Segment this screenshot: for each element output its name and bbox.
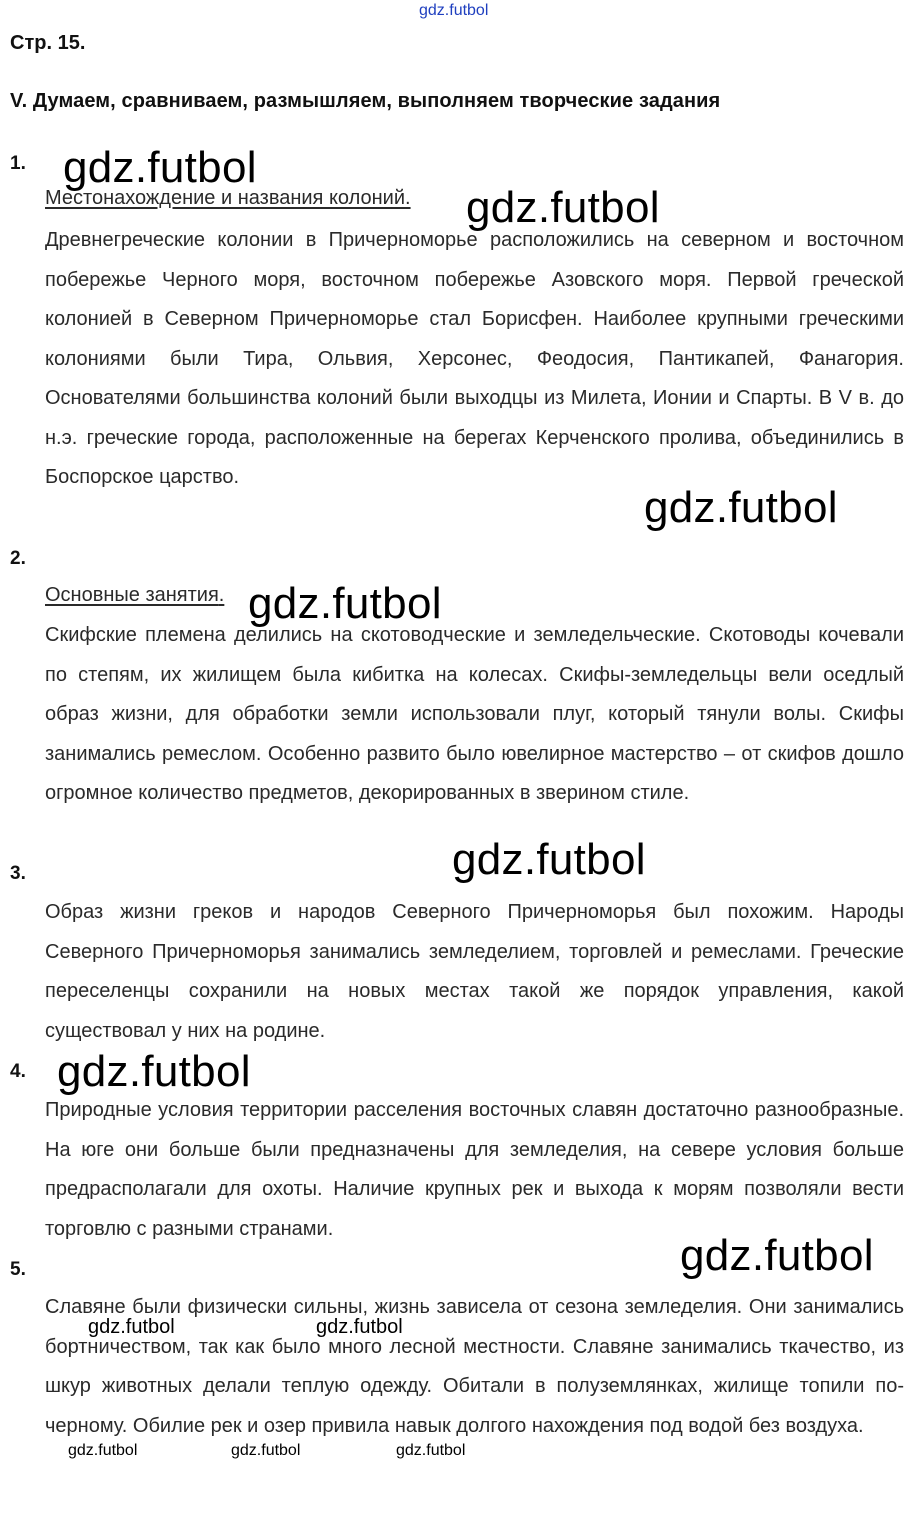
item-number-2: 2. <box>10 548 26 569</box>
watermark-small: gdz.futbol <box>88 1316 175 1338</box>
watermark: gdz.futbol <box>644 483 838 532</box>
item-subtitle-2: Основные занятия. <box>45 584 225 606</box>
watermark: gdz.futbol <box>63 143 257 192</box>
watermark-small: gdz.futbol <box>68 1442 138 1459</box>
watermark-top: gdz.futbol <box>419 2 489 19</box>
item-number-5: 5. <box>10 1259 26 1280</box>
item-number-1: 1. <box>10 153 26 174</box>
page-number: Стр. 15. <box>10 32 86 54</box>
watermark-small: gdz.futbol <box>396 1442 466 1459</box>
watermark: gdz.futbol <box>452 835 646 884</box>
item-number-3: 3. <box>10 863 26 884</box>
item-text-1: Древнегреческие колонии в Причерноморье расположились на северном и восточном побережье Черного моря, восточном побережье Азовского моря. Первой греческой колонией в Северном Причерноморье стал Борисфен. Наиболее крупными греческими колониями были Тира, Ольвия, Херсонес, Феодосия, Пантикапей, Фанагория. Основателями большинства колоний были выходцы из Милета, Ионии и Спарты. В V в. до н.э. греческие города, расположенные на берегах Керченского пролива, объединились в Боспорское царство. <box>45 229 904 488</box>
item-text-4: Природные условия территории расселения восточных славян достаточно разнообразные. На юге они больше были предназначены для земледелия, на севере условия больше предрасполагали для охоты. Наличие крупных рек и выхода к морям позволяли вести торговлю с разными странами. <box>45 1099 904 1240</box>
watermark-small: gdz.futbol <box>316 1316 403 1338</box>
watermark: gdz.futbol <box>466 183 660 232</box>
watermark-small: gdz.futbol <box>231 1442 301 1459</box>
item-number-4: 4. <box>10 1061 26 1082</box>
section-title: V. Думаем, сравниваем, размышляем, выполняем творческие задания <box>10 90 721 112</box>
watermark: gdz.futbol <box>680 1231 874 1280</box>
item-subtitle-1: Местонахождение и названия колоний. <box>45 187 411 209</box>
item-text-5: Славяне были физически сильны, жизнь зависела от сезона земледелия. Они занимались бортничеством, так как было много лесной местности. Славяне занимались ткачество, из шкур животных делали теплую одежду. Обитали в полуземлянках, жилище топили по-черному. Обилие рек и озер привила навык долгого нахождения под водой без воздуха. <box>45 1296 904 1437</box>
watermark: gdz.futbol <box>248 579 442 628</box>
watermark: gdz.futbol <box>57 1047 251 1096</box>
item-text-2: Скифские племена делились на скотоводческие и земледельческие. Скотоводы кочевали по степям, их жилищем была кибитка на колесах. Скифы-земледельцы вели оседлый образ жизни, для обработки земли использовали плуг, который тянули волы. Скифы занимались ремеслом. Особенно развито было ювелирное мастерство – от скифов дошло огромное количество предметов, декорированных в зверином стиле. <box>45 624 904 804</box>
item-text-3: Образ жизни греков и народов Северного Причерноморья был похожим. Народы Северного Причерноморья занимались земледелием, торговлей и ремеслами. Греческие переселенцы сохранили на новых местах такой же порядок управления, какой существовал у них на родине. <box>45 901 904 1042</box>
